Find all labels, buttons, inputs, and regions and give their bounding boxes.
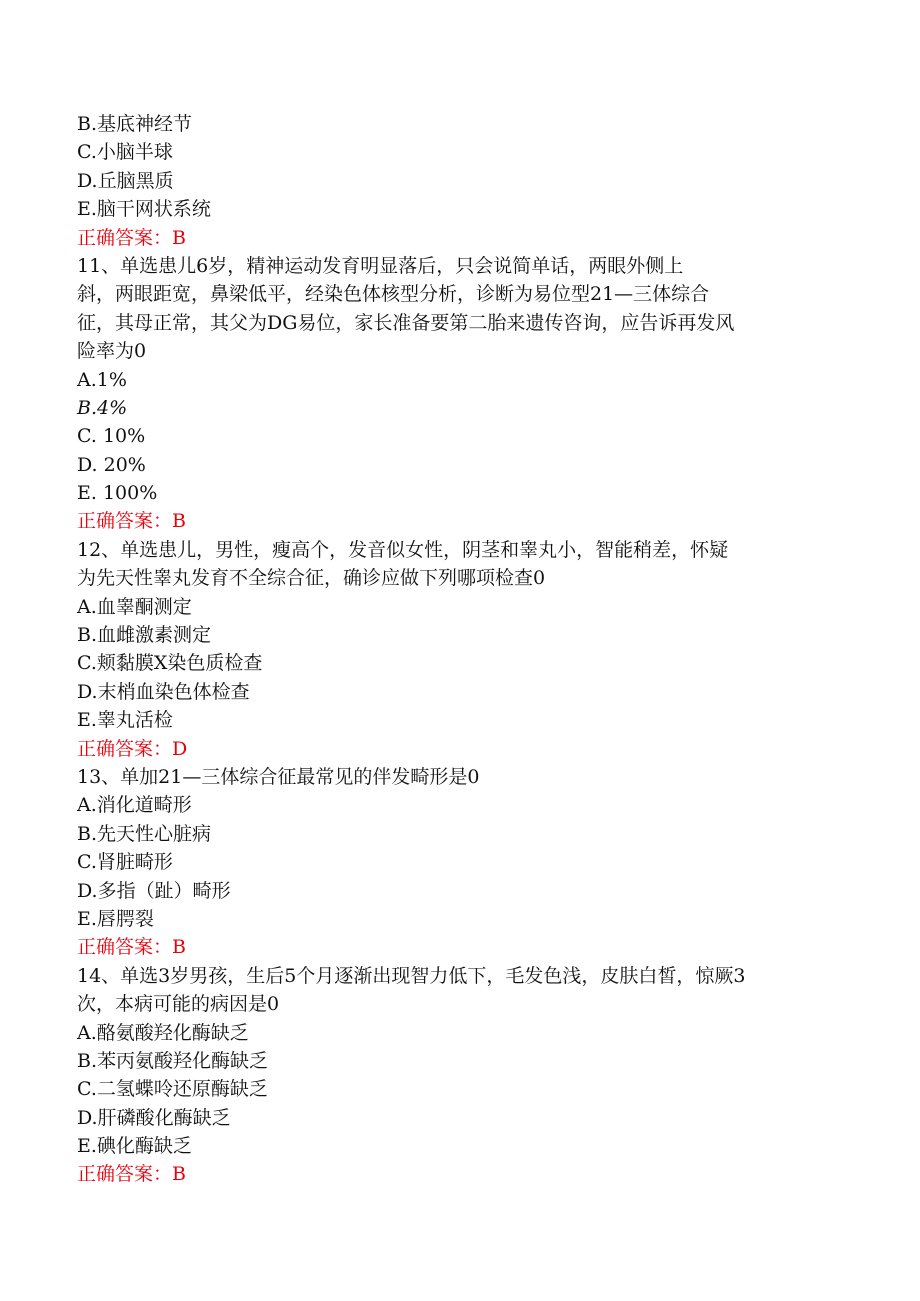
question-stem-line: 险率为0 (77, 340, 147, 363)
option-b: B.4% (77, 396, 128, 419)
question-stem-line: 征，其母正常，其父为DG易位，家长准备要第二胎来遗传咨询，应告诉再发风 (77, 311, 735, 334)
option-e: E.睾丸活检 (77, 709, 173, 732)
option-line: E.脑干网状系统 (77, 198, 211, 221)
option-c: C.二氢蝶呤还原酶缺乏 (77, 1078, 268, 1101)
option-line: C.小脑半球 (77, 141, 173, 164)
question-14 (77, 962, 847, 1189)
question-stem-line: 13、单加21—三体综合征最常见的伴发畸形是0 (77, 765, 480, 788)
option-d: D.末梢血染色体检查 (77, 680, 250, 703)
option-b: B.苯丙氨酸羟化酶缺乏 (77, 1049, 269, 1072)
option-e: E. 100% (77, 482, 158, 505)
option-a: A.酪氨酸羟化酶缺乏 (77, 1021, 249, 1044)
option-e: E.唇腭裂 (77, 907, 154, 930)
document-page (77, 110, 847, 1189)
correct-answer: 正确答案：B (77, 510, 186, 533)
option-a: A.血睾酮测定 (77, 595, 192, 618)
correct-answer: 正确答案：B (77, 936, 186, 959)
option-d: D.肝磷酸化酶缺乏 (77, 1106, 231, 1129)
question-13 (77, 763, 847, 962)
option-line: D.丘脑黑质 (77, 169, 174, 192)
question-11 (77, 252, 847, 536)
question-12 (77, 536, 847, 763)
question-stem-line: 次，本病可能的病因是0 (77, 993, 280, 1016)
option-b: B.血雌激素测定 (77, 624, 212, 647)
correct-answer: 正确答案：B (77, 226, 186, 249)
question-stem-line: 14、单选3岁男孩，生后5个月逐渐出现智力低下，毛发色浅，皮肤白皙，惊厥3 (77, 964, 746, 987)
question-stem-line: 12、单选患儿，男性，瘦高个，发音似女性，阴茎和睾丸小，智能稍差，怀疑 (77, 538, 729, 561)
option-d: D.多指（趾）畸形 (77, 879, 231, 902)
option-a: A.消化道畸形 (77, 794, 192, 817)
option-c: C. 10% (77, 425, 146, 448)
option-e: E.碘化酶缺乏 (77, 1135, 192, 1158)
option-c: C.颊黏膜X染色质检查 (77, 652, 263, 675)
correct-answer: 正确答案：D (77, 737, 188, 760)
option-b: B.先天性心脏病 (77, 822, 212, 845)
correct-answer: 正确答案：B (77, 1163, 186, 1186)
option-d: D. 20% (77, 453, 146, 476)
option-a: A.1% (77, 368, 127, 391)
option-line: B.基底神经节 (77, 113, 193, 135)
question-stem-line: 为先天性睾丸发育不全综合征，确诊应做下列哪项检查0 (77, 567, 546, 590)
question-stem-line: 斜，两眼距宽，鼻梁低平，经染色体核型分析，诊断为易位型21—三体综合 (77, 283, 710, 306)
question-stem-line: 11、单选患儿6岁，精神运动发育明显落后，只会说简单话，两眼外侧上 (77, 254, 684, 277)
option-c: C.肾脏畸形 (77, 851, 173, 874)
